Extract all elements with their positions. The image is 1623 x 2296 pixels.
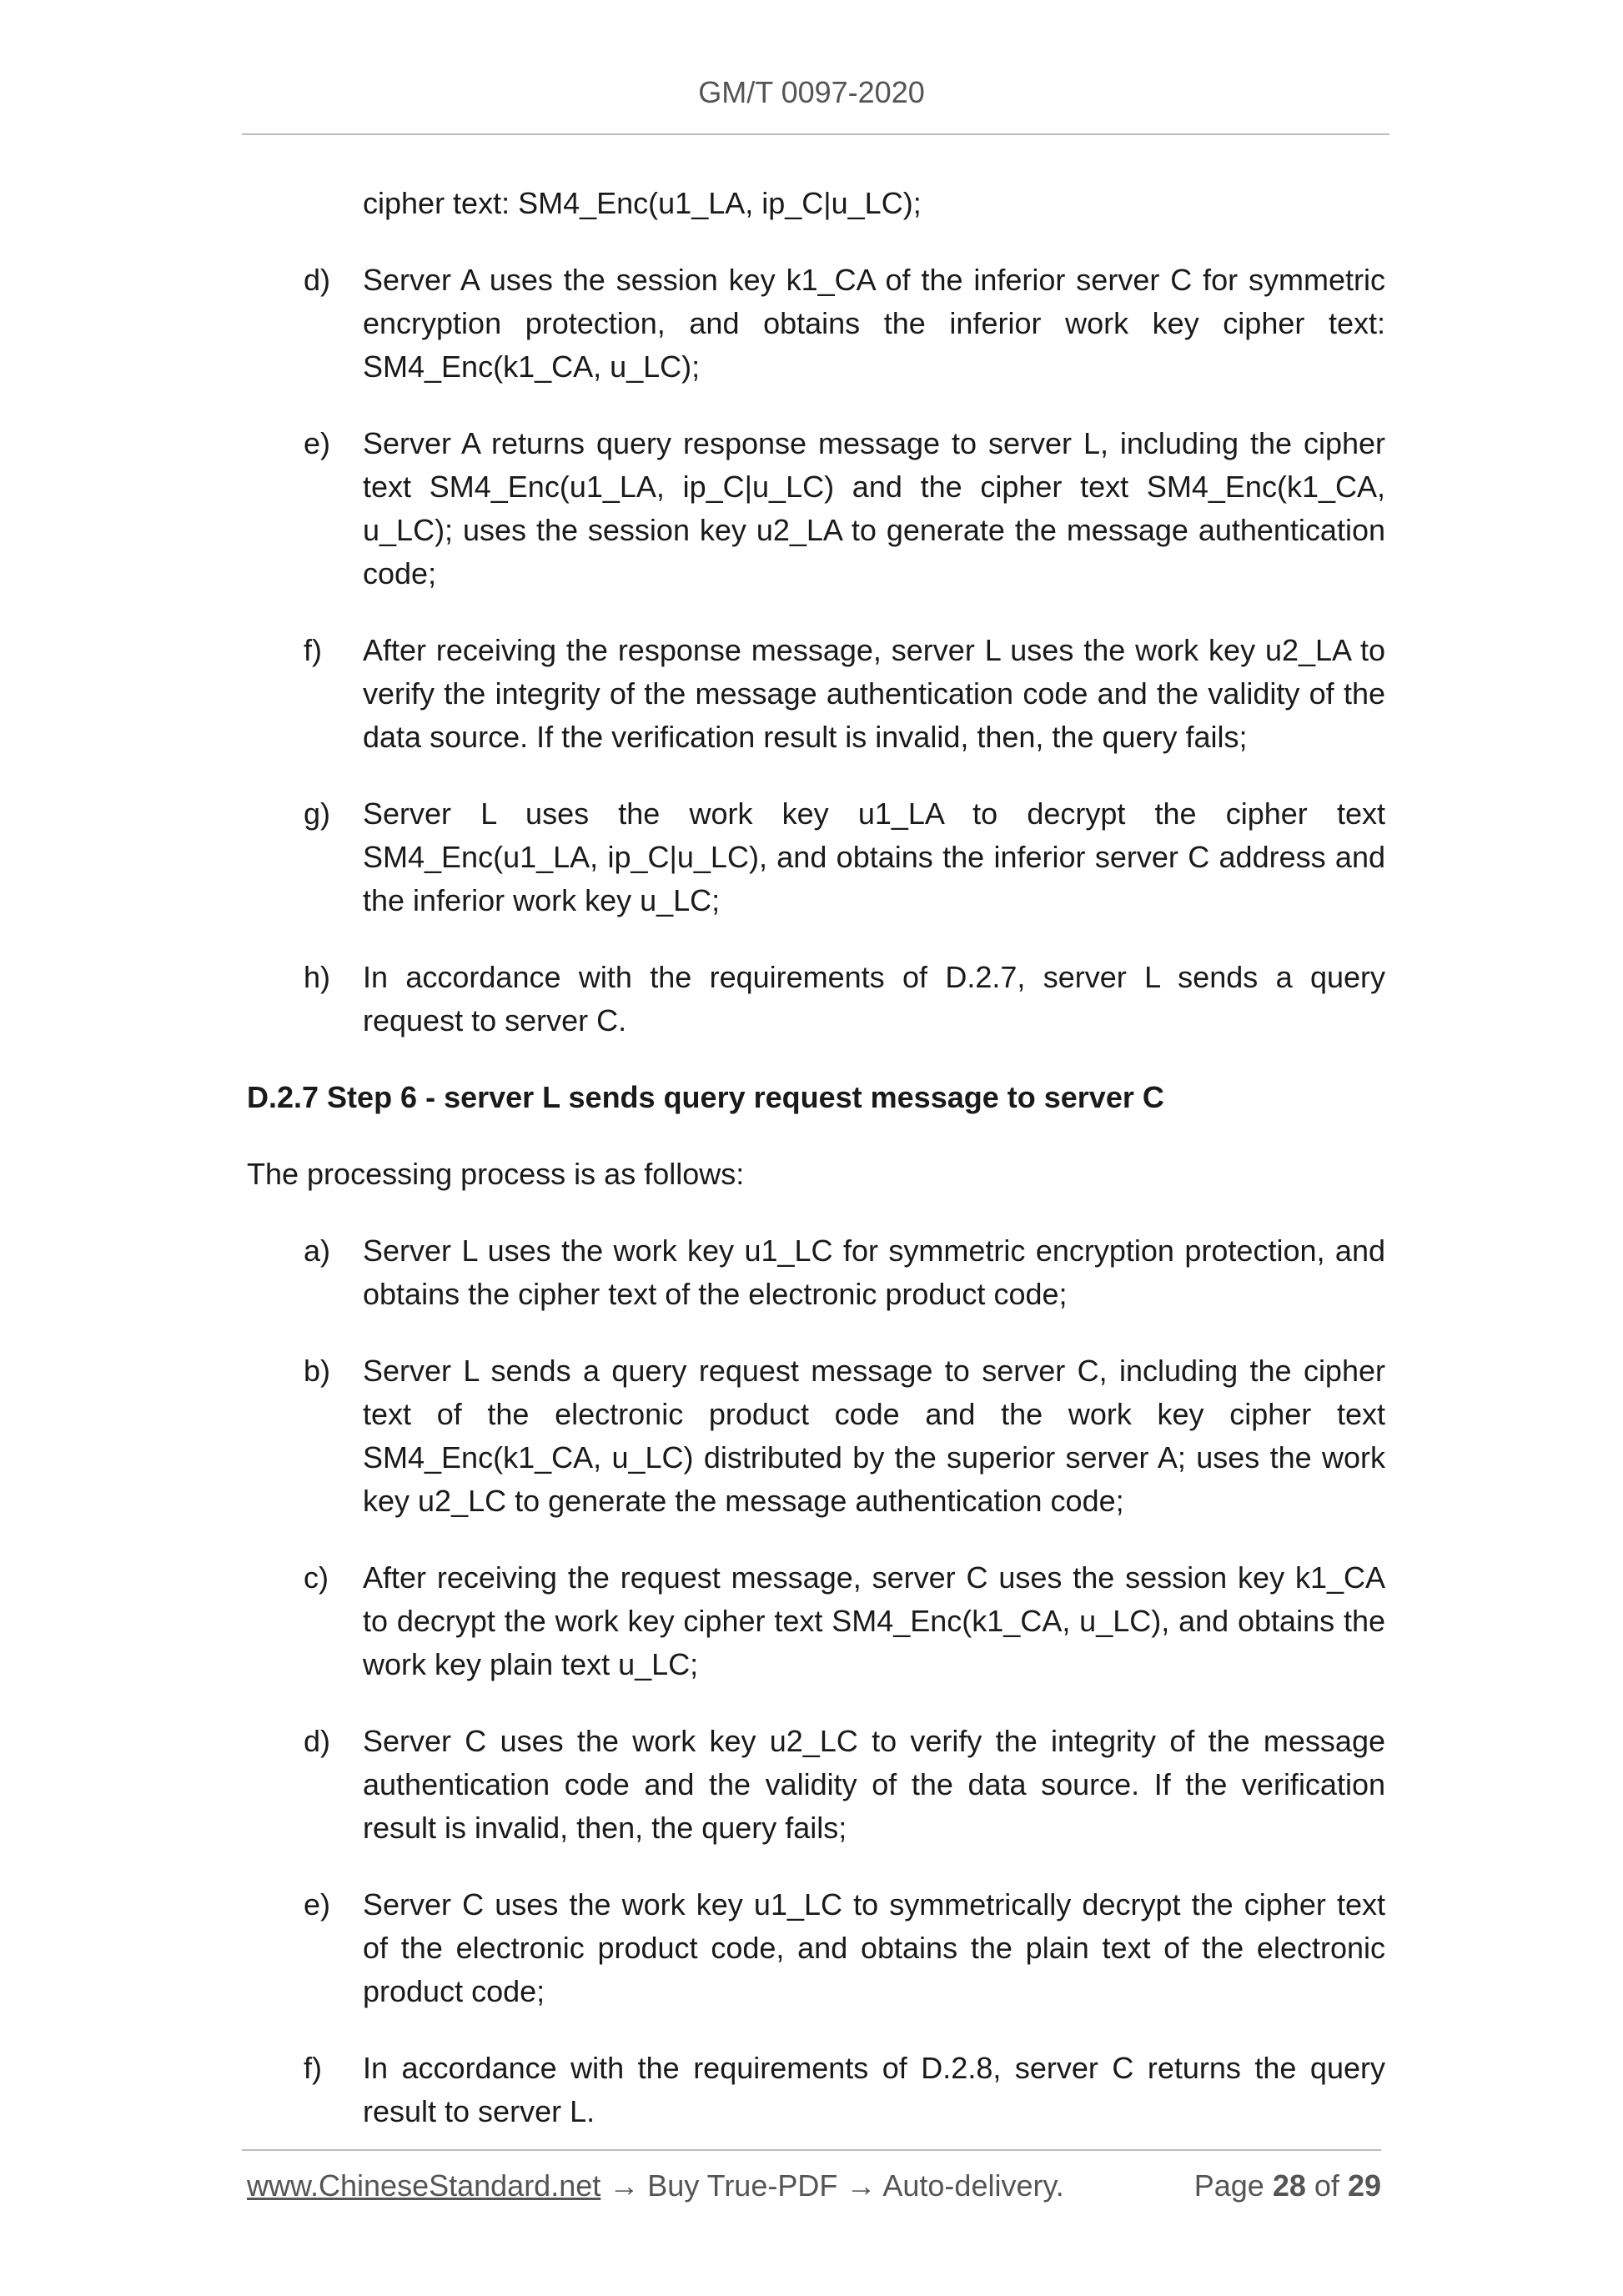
of-word: of [1314,2168,1339,2203]
website-link[interactable]: www.ChineseStandard.net [247,2168,601,2203]
current-page: 28 [1272,2168,1306,2203]
list-item-d2 [0,1720,1623,1850]
document-body [0,182,1623,2167]
list-item-b [0,1349,1623,1523]
list-marker: f) [304,2051,322,2085]
list-item-text: In accordance with the requirements of D.2.7, server L sends a query request to server C. [363,960,1385,1037]
list-item-c [0,1556,1623,1686]
footer-promo [247,2168,1064,2203]
list-marker: a) [304,1233,331,1268]
list-item-e [0,422,1623,595]
list-item-text: Server A uses the session key k1_CA of the inferior server C for symmetric encryption protection, and obtains the inferior work key cipher text: SM4_Enc(k1_CA, u_LC); [363,263,1385,384]
list-item-text: Server A returns query response message to server L, including the cipher text SM4_Enc(u1_LA, ip_C|u_LC) and the cipher text SM4_Enc(k1_CA, u_LC); uses the session key u2_LA to generate the message authentication code; [363,426,1385,590]
list-item-text: Server C uses the work key u2_LC to verify the integrity of the message authentication code and the validity of the data source. If the verification result is invalid, then, the query fails; [363,1724,1385,1845]
list-item-text: Server C uses the work key u1_LC to symmetrically decrypt the cipher text of the electronic product code, and obtains the plain text of the electronic product code; [363,1887,1385,2008]
page-number [1194,2168,1381,2203]
total-pages: 29 [1347,2168,1381,2203]
list-item-d [0,259,1623,389]
list-item-text: Server L uses the work key u1_LA to decrypt the cipher text SM4_Enc(u1_LA, ip_C|u_LC), and obtains the inferior server C address and the inferior work key u_LC; [363,796,1385,917]
document-header: GM/T 0097-2020 [698,75,925,109]
delivery-text: Auto-delivery. [882,2168,1064,2203]
buy-text: Buy True-PDF [647,2168,838,2203]
list-item-a [0,1229,1623,1316]
footer-divider [242,2149,1381,2151]
page-word: Page [1193,2168,1264,2203]
list-item-text: Server L uses the work key u1_LC for symmetric encryption protection, and obtains the cipher text of the electronic product code; [363,1233,1385,1311]
continuation-text: cipher text: SM4_Enc(u1_LA, ip_C|u_LC); [363,186,922,220]
list-marker: d) [304,263,331,297]
list-item-g [0,792,1623,922]
list-item-h [0,956,1623,1042]
list-marker: f) [304,633,322,667]
list-item-text: In accordance with the requirements of D.2.8, server C returns the query result to server L. [363,2051,1385,2128]
arrow-right-icon: → [846,2168,877,2203]
list-item-e2 [0,1883,1623,2013]
list-marker: e) [304,1887,331,1922]
section-heading: D.2.7 Step 6 - server L sends query request message to server C [247,1080,1164,1114]
list-item-f [0,629,1623,759]
list-marker: e) [304,426,331,460]
list-marker: h) [304,960,331,994]
list-item-text: After receiving the response message, server L uses the work key u2_LA to verify the integrity of the message authentication code and the validity of the data source. If the verification result is invalid, then, the query fails; [363,633,1385,754]
list-marker: g) [304,796,331,831]
list-marker: d) [304,1724,331,1758]
list-marker: c) [304,1560,329,1595]
header-divider [242,133,1389,135]
arrow-right-icon: → [609,2168,640,2203]
list-marker: b) [304,1354,331,1388]
list-item-text: After receiving the request message, server C uses the session key k1_CA to decrypt the work key cipher text SM4_Enc(k1_CA, u_LC), and obtains the work key plain text u_LC; [363,1560,1385,1681]
section-intro: The processing process is as follows: [247,1157,745,1191]
page-footer [247,2168,1381,2210]
list-item-text: Server L sends a query request message to server C, including the cipher text of the electronic product code and the work key cipher text SM4_Enc(k1_CA, u_LC) distributed by the superior server A; uses the work key u2_LC to generate the message authentication code; [363,1354,1385,1518]
list-item-f2 [0,2047,1623,2133]
